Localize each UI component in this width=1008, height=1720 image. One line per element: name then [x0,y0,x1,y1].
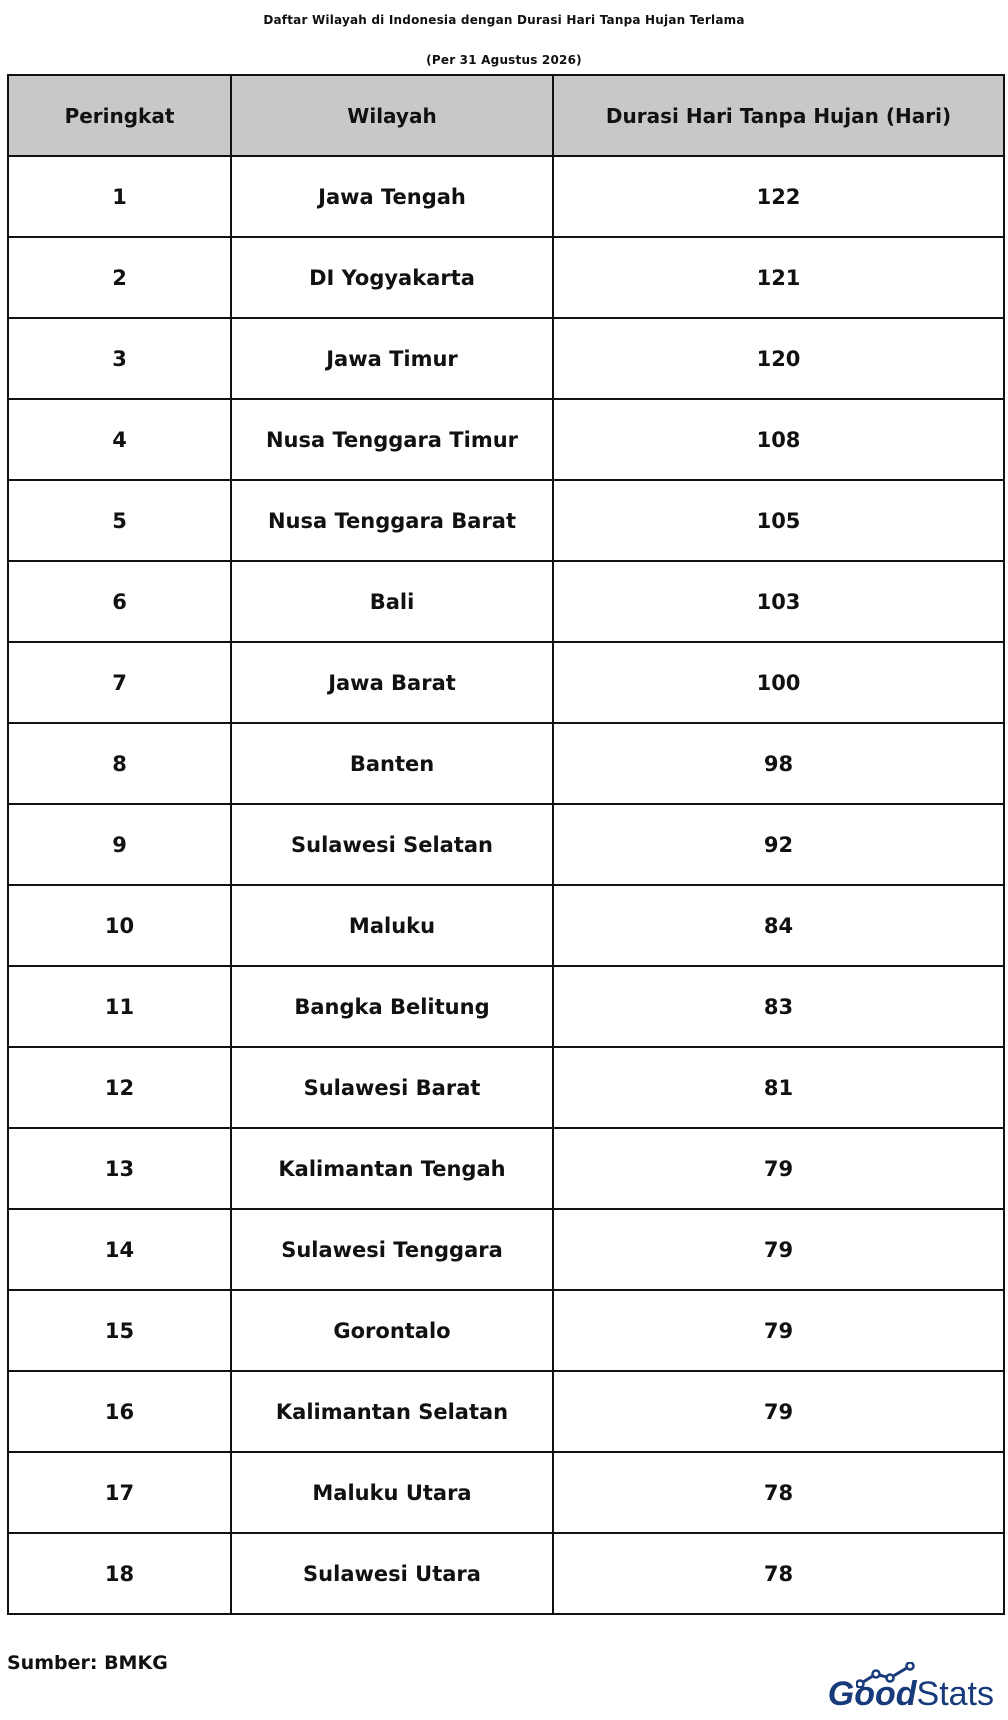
cell-region: Sulawesi Selatan [231,804,553,885]
source-note: Sumber: BMKG [7,1652,168,1674]
cell-rank: 10 [8,885,231,966]
cell-region: Bali [231,561,553,642]
cell-region: Bangka Belitung [231,966,553,1047]
cell-region: Kalimantan Selatan [231,1371,553,1452]
table-row [8,480,1004,561]
cell-rank: 2 [8,237,231,318]
logo-text-stats: Stats [916,1675,994,1713]
cell-days: 108 [553,399,1004,480]
cell-region: Kalimantan Tengah [231,1128,553,1209]
cell-rank: 14 [8,1209,231,1290]
cell-region: Sulawesi Tenggara [231,1209,553,1290]
cell-days: 79 [553,1128,1004,1209]
cell-rank: 12 [8,1047,231,1128]
table-body [8,156,1004,1614]
cell-rank: 17 [8,1452,231,1533]
cell-days: 120 [553,318,1004,399]
table-row [8,885,1004,966]
cell-rank: 15 [8,1290,231,1371]
table-row [8,318,1004,399]
cell-rank: 7 [8,642,231,723]
cell-days: 122 [553,156,1004,237]
cell-rank: 6 [8,561,231,642]
cell-days: 78 [553,1533,1004,1614]
cell-days: 83 [553,966,1004,1047]
table-row [8,1290,1004,1371]
cell-region: Maluku [231,885,553,966]
table-row [8,1128,1004,1209]
cell-days: 98 [553,723,1004,804]
table-row [8,237,1004,318]
table-row [8,966,1004,1047]
cell-region: Gorontalo [231,1290,553,1371]
cell-region: DI Yogyakarta [231,237,553,318]
title-line-1: Daftar Wilayah di Indonesia dengan Durasi Hari Tanpa Hujan Terlama [263,13,745,27]
cell-region: Maluku Utara [231,1452,553,1533]
cell-days: 79 [553,1209,1004,1290]
cell-region: Jawa Barat [231,642,553,723]
cell-rank: 1 [8,156,231,237]
table-row [8,1209,1004,1290]
table-row [8,804,1004,885]
cell-rank: 16 [8,1371,231,1452]
cell-days: 84 [553,885,1004,966]
cell-days: 105 [553,480,1004,561]
table-row [8,561,1004,642]
cell-region: Sulawesi Barat [231,1047,553,1128]
cell-days: 100 [553,642,1004,723]
cell-region: Jawa Tengah [231,156,553,237]
table-row [8,1371,1004,1452]
cell-days: 79 [553,1290,1004,1371]
cell-rank: 13 [8,1128,231,1209]
table-row [8,1047,1004,1128]
table-header-row [8,75,1004,156]
table-row [8,399,1004,480]
header-days: Durasi Hari Tanpa Hujan (Hari) [553,75,1004,156]
table-row [8,642,1004,723]
logo-text-good: Good [827,1675,917,1713]
cell-region: Banten [231,723,553,804]
ranking-table [7,74,1005,1615]
cell-region: Jawa Timur [231,318,553,399]
cell-days: 103 [553,561,1004,642]
logo-wordmark [828,1674,994,1714]
header-region: Wilayah [231,75,553,156]
cell-days: 79 [553,1371,1004,1452]
cell-days: 81 [553,1047,1004,1128]
page-title [0,0,1008,80]
cell-region: Sulawesi Utara [231,1533,553,1614]
cell-rank: 8 [8,723,231,804]
table-row [8,1452,1004,1533]
cell-days: 92 [553,804,1004,885]
cell-rank: 4 [8,399,231,480]
cell-rank: 18 [8,1533,231,1614]
cell-region: Nusa Tenggara Timur [231,399,553,480]
goodstats-logo [804,1670,994,1714]
table-row [8,156,1004,237]
cell-rank: 3 [8,318,231,399]
cell-days: 121 [553,237,1004,318]
header-rank: Peringkat [8,75,231,156]
cell-rank: 11 [8,966,231,1047]
cell-days: 78 [553,1452,1004,1533]
title-line-2: (Per 31 Agustus 2026) [426,53,582,67]
table-row [8,723,1004,804]
cell-rank: 9 [8,804,231,885]
cell-region: Nusa Tenggara Barat [231,480,553,561]
table-row [8,1533,1004,1614]
cell-rank: 5 [8,480,231,561]
